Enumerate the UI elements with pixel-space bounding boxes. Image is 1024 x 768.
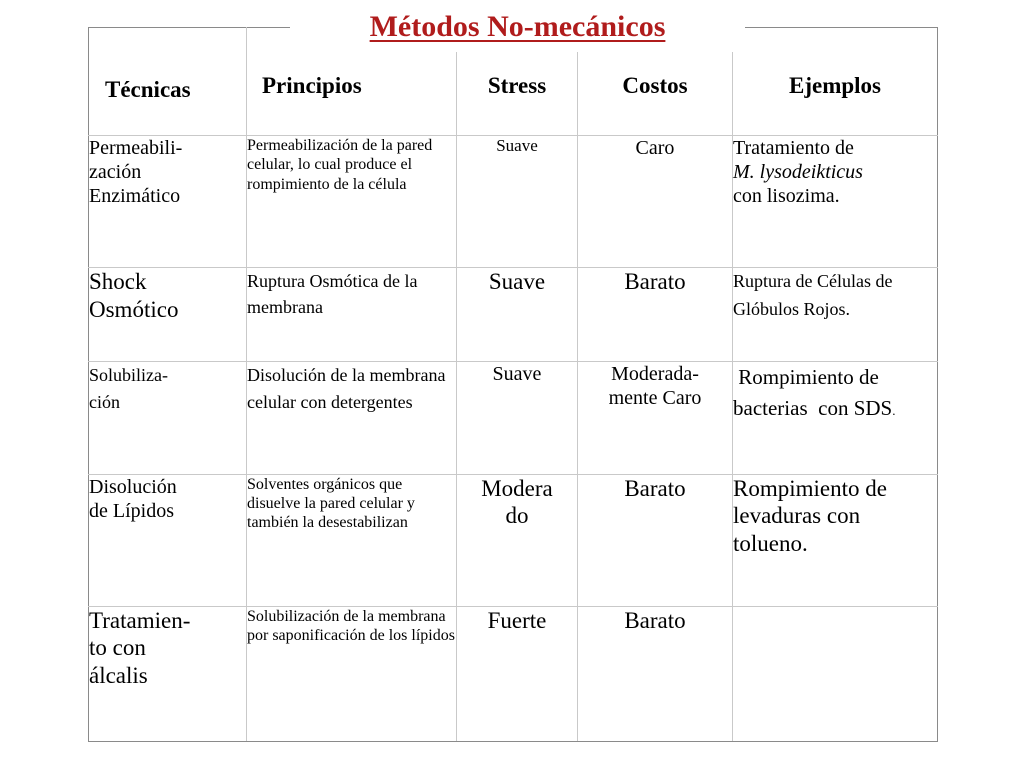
cell-ejemplo: Rompimiento de levaduras con tolueno. <box>733 474 938 606</box>
tecnica-line: ción <box>89 391 120 412</box>
table-row <box>89 362 938 474</box>
table-row <box>89 606 938 741</box>
stress-line: do <box>505 503 529 529</box>
cell-principio: Solventes orgánicos que disuelve la pared celular y también la desestabilizan <box>247 474 457 606</box>
cell-ejemplo <box>733 136 938 268</box>
cell-costo: Barato <box>578 606 733 741</box>
cell-principio: Ruptura Osmótica de la membrana <box>247 268 457 362</box>
cell-stress: Suave <box>457 136 578 268</box>
cell-tecnica <box>89 268 247 362</box>
table-row <box>89 474 938 606</box>
tecnica-line: Tratamien- <box>89 607 191 633</box>
header-principios: Principios <box>247 28 457 136</box>
tecnica-line: Permeabili- <box>89 137 183 160</box>
header-ejemplos: Ejemplos <box>733 28 938 136</box>
header-tecnicas: Técnicas <box>89 28 247 136</box>
cell-principio: Solubilización de la membrana por saponificación de los lípidos <box>247 606 457 741</box>
cell-stress: Suave <box>457 362 578 474</box>
stress-line: Modera <box>481 475 553 501</box>
ejemplo-text: Rompimiento de bacterias con SDS <box>733 365 893 420</box>
tecnica-line: Shock <box>89 269 147 295</box>
cell-principio: Disolución de la membrana celular con detergentes <box>247 362 457 474</box>
header-costos: Costos <box>578 28 733 136</box>
cell-costo: Barato <box>578 268 733 362</box>
header-stress: Stress <box>457 28 578 136</box>
methods-table <box>88 27 938 742</box>
cell-ejemplo: Ruptura de Células de Glóbulos Rojos. <box>733 268 938 362</box>
tecnica-line: zación <box>89 161 142 184</box>
ejemplo-line: Tratamiento de <box>733 137 854 160</box>
cell-stress <box>457 474 578 606</box>
tecnica-line: to con <box>89 635 146 661</box>
cell-ejemplo <box>733 362 938 474</box>
tecnica-line: Disolución <box>89 475 177 498</box>
table-row <box>89 136 938 268</box>
table-row <box>89 268 938 362</box>
cell-costo: Caro <box>578 136 733 268</box>
slide-title-box <box>290 0 745 52</box>
tecnica-line: Solubiliza- <box>89 365 168 386</box>
cell-tecnica <box>89 362 247 474</box>
cell-tecnica <box>89 474 247 606</box>
ejemplo-period: . <box>892 402 896 418</box>
tecnica-line: de Lípidos <box>89 499 174 522</box>
tecnica-line: Enzimático <box>89 185 181 208</box>
cell-stress: Suave <box>457 268 578 362</box>
ejemplo-species: M. lysodeikticus <box>733 161 863 184</box>
cell-tecnica <box>89 136 247 268</box>
cell-ejemplo <box>733 606 938 741</box>
cell-costo <box>578 362 733 474</box>
costo-line: mente Caro <box>608 387 702 410</box>
tecnica-line: Osmótico <box>89 296 179 322</box>
cell-principio: Permeabilización de la pared celular, lo cual produce el rompimiento de la célula <box>247 136 457 268</box>
slide-title: Métodos No-mecánicos <box>369 10 666 43</box>
tecnica-line: álcalis <box>89 662 148 688</box>
ejemplo-line: con lisozima. <box>733 185 840 208</box>
costo-line: Moderada- <box>611 363 699 386</box>
cell-stress: Fuerte <box>457 606 578 741</box>
cell-costo: Barato <box>578 474 733 606</box>
cell-tecnica <box>89 606 247 741</box>
